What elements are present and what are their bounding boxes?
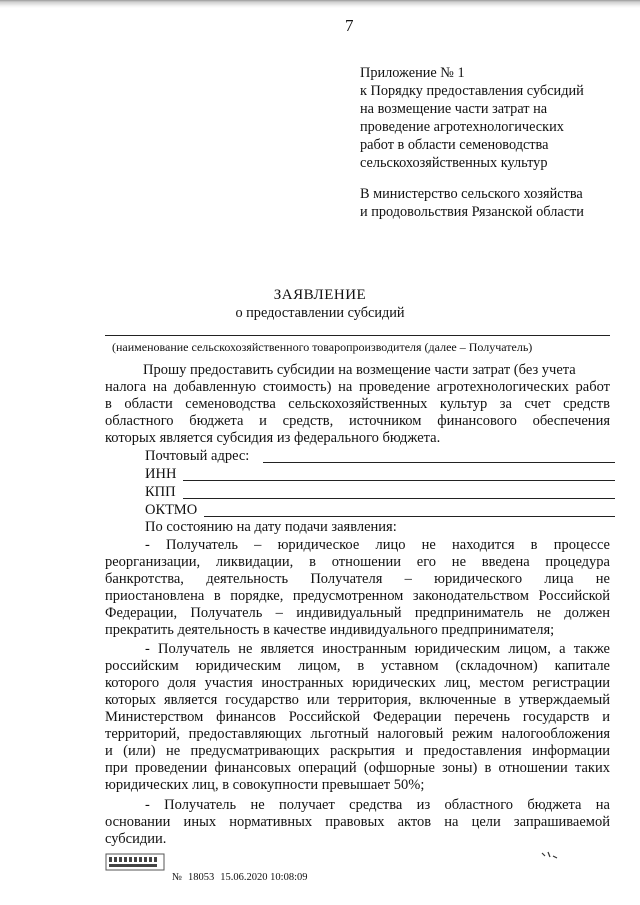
postal-address-input[interactable] <box>263 462 615 463</box>
bullet-line: основании иных нормативных правовых актов на цели запрашиваемой <box>105 814 610 830</box>
bullet-line: территорий, предоставляющих льготный налоговый режим налогообложения <box>105 726 610 742</box>
bullet-3-paragraph <box>105 797 610 848</box>
intro-line: Прошу предоставить субсидии на возмещение части затрат (без учета <box>143 362 576 378</box>
registration-number: 18053 <box>188 872 215 883</box>
document-title: ЗАЯВЛЕНИЕ <box>273 287 367 303</box>
inn-label: ИНН <box>145 466 177 482</box>
scan-top-edge <box>0 0 640 8</box>
intro-line: в области семеноводства сельскохозяйственных культур за счет средств <box>105 396 610 412</box>
addressee-line: и продовольствия Рязанской области <box>360 204 584 220</box>
intro-line: которых является субсидия из федерального бюджета. <box>105 430 441 446</box>
oktmo-input[interactable] <box>204 516 615 517</box>
bullet-line: банкротства, деятельность Получателя – юридического лица не <box>105 571 610 587</box>
annex-block <box>360 64 630 172</box>
intro-line: областного бюджета и средств, источником финансового обеспечения <box>105 413 610 429</box>
bullet-line: - Получатель не получает средства из областного бюджета на <box>145 797 610 813</box>
bullet-line: приостановлена в порядке, предусмотренном законодательством Российской <box>105 588 610 604</box>
annex-line: проведение агротехнологических <box>360 119 564 135</box>
bullet-line: реорганизации, ликвидации, в отношении его не введена процедура <box>105 554 610 570</box>
postal-address-label: Почтовый адрес: <box>145 448 250 464</box>
bullet-line: и (или) не предусматривающих раскрытия и предоставления информации <box>105 743 610 759</box>
registration-stamp <box>172 872 314 883</box>
registration-symbol: № <box>172 872 183 883</box>
bullet-line: которого доля участия иностранных юридических лиц, местом регистрации <box>105 675 610 691</box>
bullet-line: при проведении финансовых операций (офшорные зоны) в отношении таких <box>105 760 610 776</box>
annex-line: к Порядку предоставления субсидий <box>360 83 584 99</box>
bullet-2-paragraph <box>105 641 610 794</box>
annex-line: Приложение № 1 <box>360 65 465 81</box>
as-of-date-text: По состоянию на дату подачи заявления: <box>145 519 397 535</box>
recipient-name-line[interactable] <box>105 335 610 336</box>
bullet-line: прекратить деятельность в качестве индивидуального предпринимателя; <box>105 622 555 638</box>
kpp-label: КПП <box>145 484 176 500</box>
annex-line: на возмещение части затрат на <box>360 101 548 117</box>
bullet-1-paragraph <box>105 537 610 639</box>
bullet-line: Министерством финансов Российской Федерации перечень государств и <box>105 709 610 725</box>
page-number: 7 <box>345 16 354 35</box>
bullet-line: юридических лиц, в совокупности превышает 50%; <box>105 777 425 793</box>
bullet-line: российским юридическим лицом, в уставном (складочном) капитале <box>105 658 610 674</box>
inn-input[interactable] <box>183 480 615 481</box>
addressee-line: В министерство сельского хозяйства <box>360 186 583 202</box>
intro-line: налога на добавленную стоимость) на проведение агротехнологических работ <box>105 379 610 395</box>
registration-datetime: 15.06.2020 10:08:09 <box>220 872 308 883</box>
bullet-line: - Получатель не является иностранным юридическим лицом, а также <box>145 641 610 657</box>
bullet-line: - Получатель – юридическое лицо не находится в процессе <box>145 537 610 553</box>
addressee-block <box>360 185 630 221</box>
bullet-line: которых является государство или территория, включенные в утверждаемый <box>105 692 610 708</box>
intro-paragraph <box>105 362 610 447</box>
oktmo-label: ОКТМО <box>145 502 198 518</box>
document-subtitle: о предоставлении субсидий <box>235 305 405 321</box>
annex-line: работ в области семеноводства <box>360 137 549 153</box>
bullet-line: субсидии. <box>105 831 167 847</box>
kpp-input[interactable] <box>183 498 615 499</box>
annex-line: сельскохозяйственных культур <box>360 155 548 171</box>
recipient-name-caption: (наименование сельскохозяйственного товаропроизводителя (далее – Получатель) <box>112 340 533 354</box>
bullet-line: Федерации, Получатель – индивидуальный предприниматель не должен <box>105 605 610 621</box>
registry-stamp-icon <box>105 853 165 871</box>
pen-marks-icon <box>540 850 560 862</box>
